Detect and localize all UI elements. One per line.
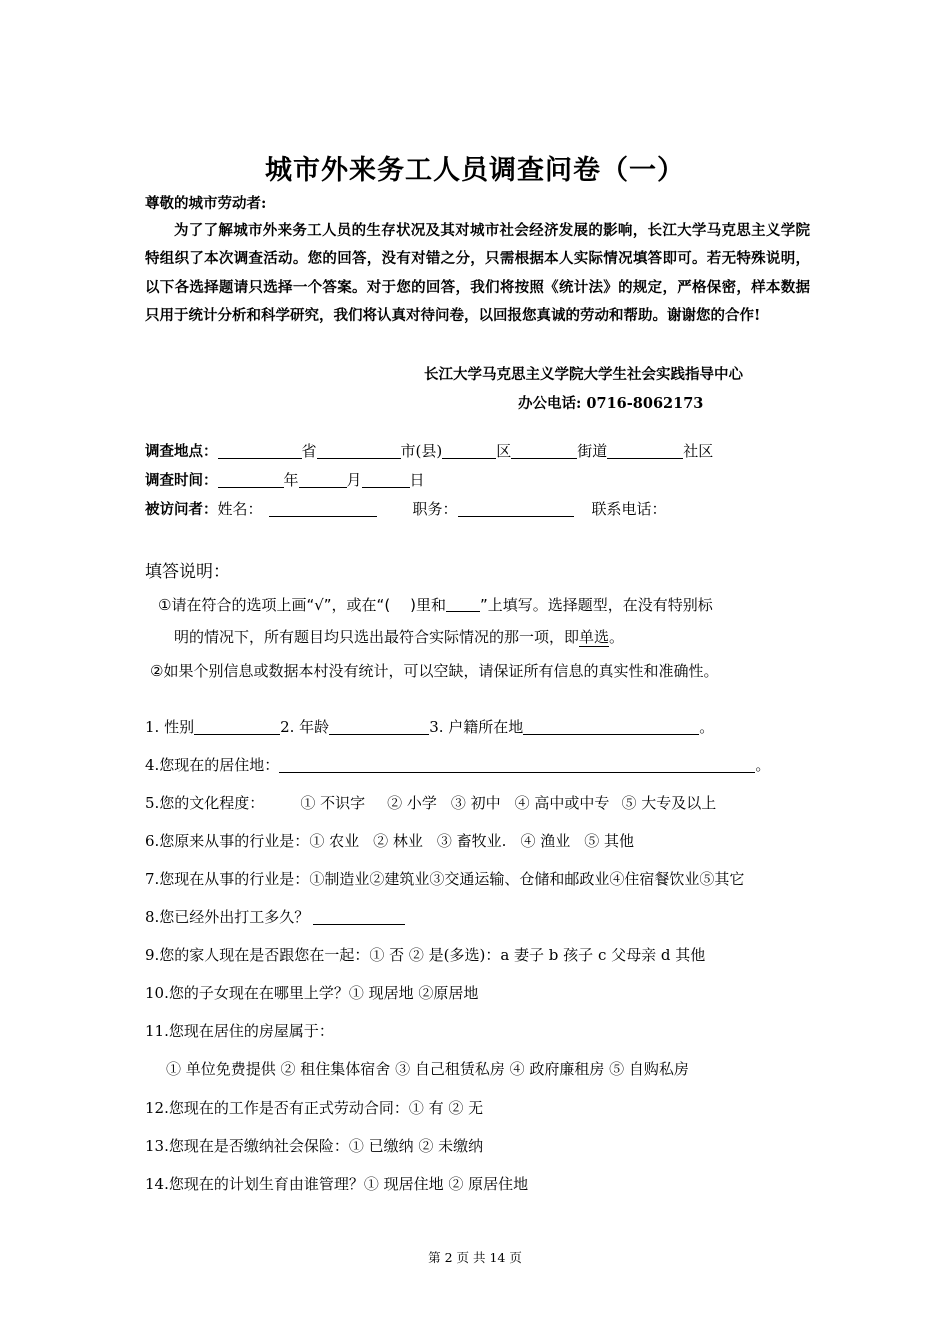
year-label: 年	[283, 471, 299, 489]
q6-option-2[interactable]: ② 林业	[373, 832, 423, 850]
q1-label: 1. 性别	[145, 718, 195, 736]
instruction-1-line2	[174, 626, 624, 647]
month-field[interactable]	[299, 471, 347, 488]
q3-label: 3. 户籍所在地	[429, 718, 524, 736]
q3-end: 。	[699, 718, 715, 736]
survey-location-line	[145, 440, 713, 461]
organization: 长江大学马克思主义学院大学生社会实践指导中心	[424, 366, 743, 383]
q5-option-5[interactable]: ⑤ 大专及以上	[621, 794, 717, 812]
instruction-1	[158, 594, 713, 615]
q5-label: 5.您的文化程度：	[145, 794, 265, 812]
question-14[interactable]: 14.您现在的计划生育由谁管理？① 现居住地 ② 原居住地	[145, 1175, 529, 1193]
community-field[interactable]	[607, 442, 683, 459]
question-13[interactable]: 13.您现在是否缴纳社会保险：① 已缴纳 ② 未缴纳	[145, 1137, 484, 1155]
survey-time-label: 调查时间：	[145, 473, 218, 489]
question-5	[145, 792, 716, 813]
salutation: 尊敬的城市劳动者:	[145, 195, 267, 212]
q2-label: 2. 年龄	[280, 718, 330, 736]
question-8	[145, 906, 405, 927]
page-title: 城市外来务工人员调查问卷（一）	[265, 155, 685, 186]
position-label: 职务：	[412, 500, 458, 518]
year-field[interactable]	[218, 471, 284, 488]
q4-end: 。	[755, 756, 771, 774]
q5-option-3[interactable]: ③ 初中	[450, 794, 501, 812]
question-11: 11.您现在居住的房屋属于：	[145, 1022, 334, 1040]
name-field[interactable]	[269, 500, 377, 517]
intro-paragraph: 为了了解城市外来务工人员的生存状况及其对城市社会经济发展的影响，长江大学马克思主义学院特组织了本次调查活动。您的回答，没有对错之分，只需根据本人实际情况填答即可。若无特殊说明，以下各选择题请只选择一个答案。对于您的回答，我们将按照《统计法》的规定，严格保密，样本数据只用于统计分析和科学研究，我们将认真对待问卷，以回报您真诚的劳动和帮助。谢谢您的合作!	[145, 222, 810, 324]
interviewee-label: 被访问者：	[145, 502, 218, 518]
question-6	[145, 830, 634, 851]
household-registration-field[interactable]	[523, 718, 699, 735]
month-label: 月	[346, 471, 362, 489]
question-1-3	[145, 716, 714, 737]
instruction-2: ②如果个别信息或数据本村没有统计，可以空缺，请保证所有信息的真实性和准确性。	[150, 662, 719, 680]
residence-field[interactable]	[279, 756, 755, 773]
q4-label: 4.您现在的居住地：	[145, 756, 280, 774]
q8-label: 8.您已经外出打工多久？	[145, 908, 310, 926]
instruction-1-end: 。	[609, 628, 625, 646]
question-7[interactable]: 7.您现在从事的行业是：①制造业②建筑业③交通运输、仓储和邮政业④住宿餐饮业⑤其它	[145, 870, 745, 888]
question-4	[145, 754, 770, 775]
office-phone: 办公电话: 0716-8062173	[518, 395, 704, 412]
instruction-1-line2-text: 明的情况下，所有题目均只选出最符合实际情况的那一项，即	[174, 628, 580, 646]
day-field[interactable]	[362, 471, 410, 488]
instruction-blank	[446, 597, 480, 612]
work-duration-field[interactable]	[313, 908, 405, 925]
phone-label: 联系电话：	[591, 500, 667, 518]
name-label: 姓名：	[217, 500, 263, 518]
instruction-1-part1: ①请在符合的选项上画“√”，或在“(	[158, 596, 391, 614]
question-10[interactable]: 10.您的子女现在在哪里上学？① 现居地 ②原居地	[145, 984, 479, 1002]
city-label: 市(县)	[400, 442, 443, 460]
street-label: 街道	[577, 442, 608, 460]
q5-option-2[interactable]: ② 小学	[387, 794, 437, 812]
survey-time-line	[145, 469, 425, 490]
city-field[interactable]	[317, 442, 401, 459]
age-field[interactable]	[329, 718, 429, 735]
community-label: 社区	[683, 442, 714, 460]
q6-option-1[interactable]: ① 农业	[309, 832, 360, 850]
q6-option-5[interactable]: ⑤ 其他	[584, 832, 634, 850]
province-field[interactable]	[218, 442, 302, 459]
question-9[interactable]: 9.您的家人现在是否跟您在一起：① 否 ② 是(多选)：a 妻子 b 孩子 c 父母亲 d 其他	[145, 946, 706, 964]
day-label: 日	[409, 471, 425, 489]
instructions-heading: 填答说明：	[145, 562, 230, 582]
survey-location-label: 调查地点：	[145, 444, 218, 460]
q6-option-4[interactable]: ④ 渔业	[520, 832, 571, 850]
question-11-options[interactable]: ① 单位免费提供 ② 租住集体宿舍 ③ 自己租赁私房 ④ 政府廉租房 ⑤ 自购私房	[166, 1060, 689, 1078]
district-label: 区	[496, 442, 512, 460]
district-field[interactable]	[442, 442, 496, 459]
interviewee-line	[145, 498, 667, 519]
q6-option-3[interactable]: ③ 畜牧业.	[436, 832, 507, 850]
q5-option-1[interactable]: ① 不识字	[300, 794, 366, 812]
q6-label: 6.您原来从事的行业是：	[145, 832, 310, 850]
instruction-1-part3: ”上填写。选择题型，在没有特别标	[480, 596, 713, 614]
position-field[interactable]	[458, 500, 574, 517]
street-field[interactable]	[511, 442, 577, 459]
page-footer: 第 2 页 共 14 页	[428, 1250, 522, 1265]
single-choice-text: 单选	[579, 628, 610, 646]
q5-option-4[interactable]: ④ 高中或中专	[514, 794, 610, 812]
question-12[interactable]: 12.您现在的工作是否有正式劳动合同：① 有 ② 无	[145, 1099, 484, 1117]
instruction-1-part2: )里和	[410, 596, 447, 614]
province-label: 省	[301, 442, 317, 460]
gender-field[interactable]	[194, 718, 280, 735]
